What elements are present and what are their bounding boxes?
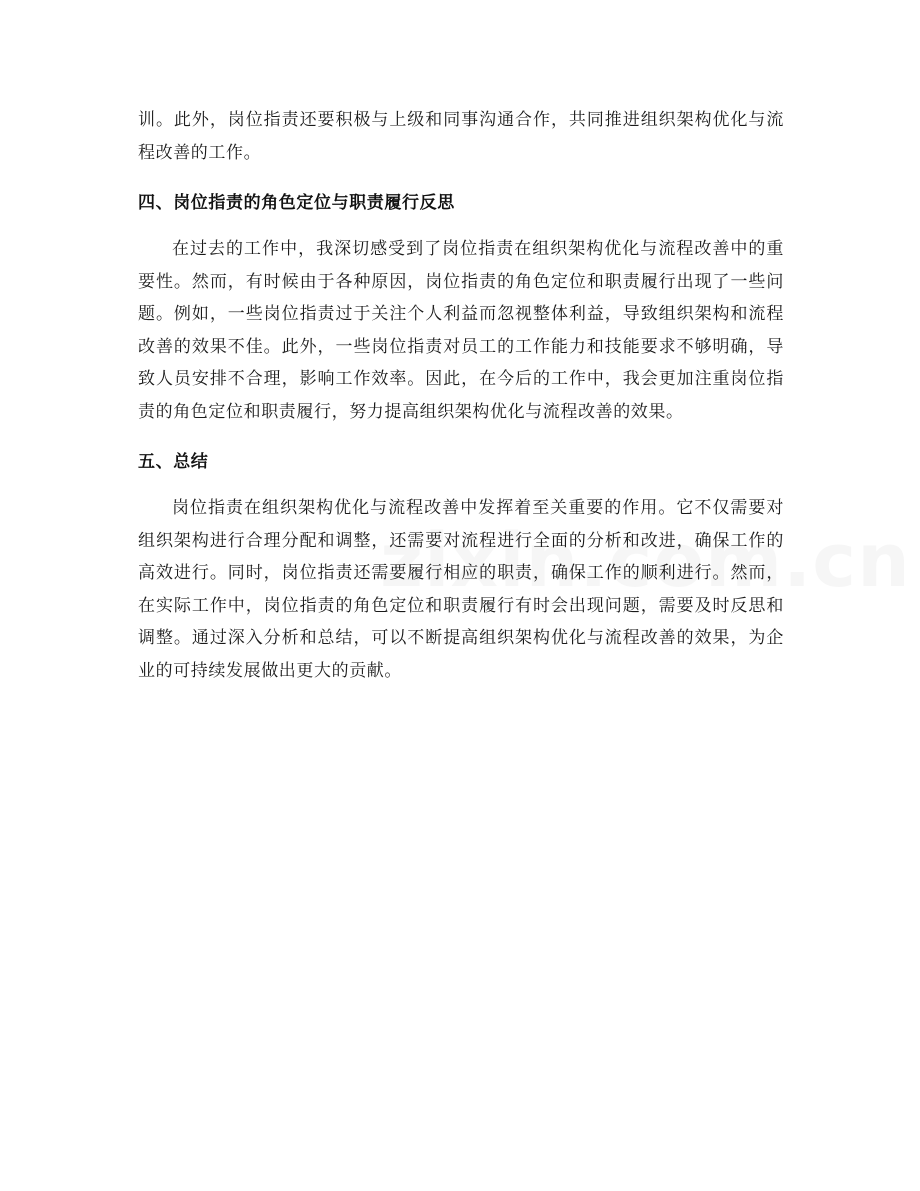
paragraph-continuation: 训。此外，岗位指责还要积极与上级和同事沟通合作，共同推进组织架构优化与流程改善的工作。	[138, 110, 784, 163]
spacer	[138, 428, 784, 446]
spacer	[138, 478, 784, 492]
spacer	[138, 219, 784, 233]
section-heading-4: 四、岗位指责的角色定位与职责履行反思	[138, 193, 455, 213]
section-heading-5: 五、总结	[138, 452, 209, 472]
document-body	[138, 104, 784, 687]
section-5-paragraph: 岗位指责在组织架构优化与流程改善中发挥着至关重要的作用。它不仅需要对组织架构进行合理分配和调整，还需要对流程进行全面的分析和改进，确保工作的高效进行。同时，岗位指责还需要履行相应的职责，确保工作的顺利进行。然而，在实际工作中，岗位指责的角色定位和职责履行有时会出现问题，需要及时反思和调整。通过深入分析和总结，可以不断提高组织架构优化与流程改善的效果，为企业的可持续发展做出更大的贡献。	[138, 498, 784, 681]
section-4-paragraph: 在过去的工作中，我深切感受到了岗位指责在组织架构优化与流程改善中的重要性。然而，有时候由于各种原因，岗位指责的角色定位和职责履行出现了一些问题。例如，一些岗位指责过于关注个人利益而忽视整体利益，导致组织架构和流程改善的效果不佳。此外，一些岗位指责对员工的工作能力和技能要求不够明确，导致人员安排不合理，影响工作效率。因此，在今后的工作中，我会更加注重岗位指责的角色定位和职责履行，努力提高组织架构优化与流程改善的效果。	[138, 239, 784, 422]
spacer	[138, 169, 784, 187]
